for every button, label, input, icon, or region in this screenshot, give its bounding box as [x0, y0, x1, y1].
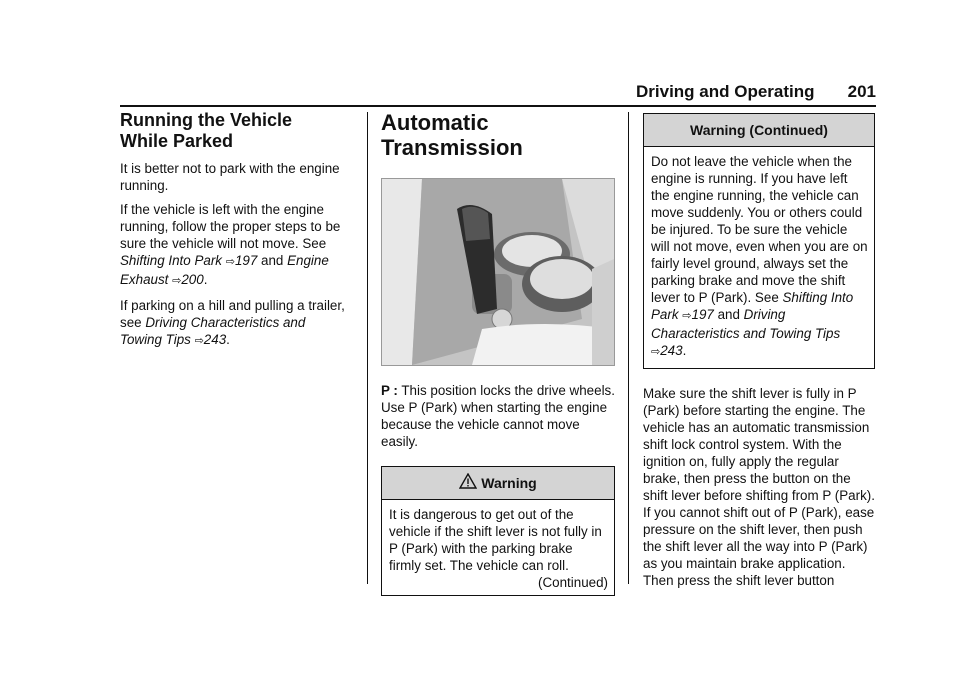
xref-arrow-icon: ⇨ — [194, 335, 204, 347]
xref-arrow-icon: ⇨ — [682, 310, 692, 322]
continued-label: (Continued) — [538, 575, 608, 590]
header-rule — [120, 105, 876, 107]
paragraph-1: It is better not to park with the engine running. — [120, 161, 340, 193]
heading-running-while-parked: Running the Vehicle While Parked — [120, 110, 293, 151]
column-automatic-transmission — [381, 110, 615, 596]
column-warning-continued — [643, 113, 875, 596]
xref-arrow-icon: ⇨ — [172, 275, 182, 287]
xref-driving-towing-tips[interactable]: Driving Characteristics and Towing Tips — [651, 307, 841, 341]
warning-triangle-icon — [459, 469, 477, 501]
section-title: Driving and Operating — [636, 82, 815, 101]
running-header — [636, 82, 876, 102]
warning-continued-box — [643, 113, 875, 369]
paragraph-3: If parking on a hill and pulling a trailer, see Driving Characteristics and Towing Tips ⇨243. — [120, 298, 345, 347]
warning-continued-body: Do not leave the vehicle when the engine is running. If you have left the engine running, the vehicle can move suddenly. You or others could be injured. To be sure the vehicle will not move, even when you are on fairly level ground, always set the parking brake and move the shift lever to P (Park). See Shifting Into Park ⇨197 and Driving Characteristics and Towing Tips ⇨243. — [651, 154, 868, 358]
xref-driving-towing-tips[interactable]: Driving Characteristics and Towing Tips — [120, 315, 306, 347]
column-divider-1 — [367, 112, 368, 584]
park-label: P : — [381, 383, 398, 398]
column-divider-2 — [628, 112, 629, 584]
warning-title: Warning — [382, 467, 614, 500]
warning-body: It is dangerous to get out of the vehicle if the shift lever is not fully in P (Park) with the parking brake firmly set. The vehicle can roll. (Continued) — [389, 507, 608, 590]
shift-lock-paragraph: Make sure the shift lever is fully in P (Park) before starting the engine. The vehicle has an automatic transmission shift lock control system. With the ignition on, fully apply the regular brake, then press the button on the shift lever before shifting from P (Park). If you cannot shift out of P (Park), ease pressure on the shift lever, then push the shift lever all the way into P (Park) as you maintain brake application. Then press the shift lever button — [643, 386, 875, 588]
paragraph-2: If the vehicle is left with the engine running, follow the proper steps to be sure the vehicle will not move. See Shifting Into Park ⇨197 and Engine Exhaust ⇨200. — [120, 202, 341, 287]
xref-arrow-icon: ⇨ — [225, 256, 235, 268]
warning-box — [381, 466, 615, 596]
column-running-while-parked — [120, 110, 350, 357]
xref-shifting-into-park[interactable]: Shifting Into Park — [120, 253, 222, 268]
shift-lever-photo — [381, 178, 615, 366]
warning-continued-title: Warning (Continued) — [644, 114, 874, 147]
xref-shifting-into-park[interactable]: Shifting Into Park — [651, 290, 854, 322]
page-number: 201 — [847, 82, 876, 101]
xref-engine-exhaust[interactable]: Engine Exhaust — [120, 253, 329, 287]
xref-arrow-icon: ⇨ — [651, 346, 661, 358]
park-description: P : This position locks the drive wheels. Use P (Park) when starting the engine because the vehicle cannot move easily. — [381, 383, 615, 449]
heading-automatic-transmission: Automatic Transmission — [381, 110, 523, 160]
